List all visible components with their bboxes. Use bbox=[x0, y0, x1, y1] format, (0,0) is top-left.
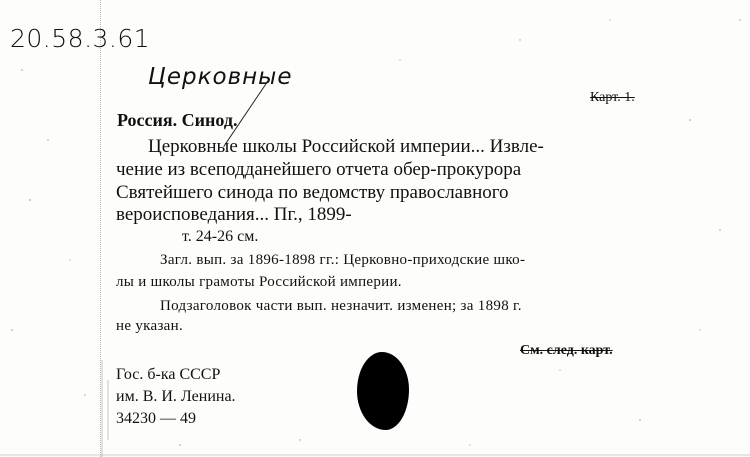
title-line-1: Церковные школы Российской империи... Извле- bbox=[148, 136, 544, 157]
library-stamp-line-1: Гос. б-ка СССР bbox=[116, 366, 221, 383]
title-line-2: чение из всеподданейшего отчета обер-прокурора bbox=[116, 159, 522, 180]
handwritten-subject: Церковные bbox=[148, 64, 293, 90]
ink-blot-punch-hole bbox=[357, 352, 409, 430]
binding-edge bbox=[100, 0, 107, 457]
main-heading: Россия. Синод. bbox=[117, 110, 238, 130]
note-line-4: не указан. bbox=[116, 318, 184, 334]
note-line-2: лы и школы грамоты Российской империи. bbox=[116, 274, 402, 290]
library-stamp-line-2: им. В. И. Ленина. bbox=[116, 388, 236, 405]
card-number: Карт. 1. bbox=[590, 90, 635, 105]
note-line-1: Загл. вып. за 1896-1898 гг.: Церковно-приходские шко- bbox=[160, 252, 526, 268]
accession-number: 20.58.3.61 bbox=[10, 24, 151, 53]
title-line-4: вероисповедания... Пг., 1899- bbox=[116, 204, 352, 225]
library-stamp-line-3: 34230 — 49 bbox=[116, 410, 196, 427]
note-line-3: Подзаголовок части вып. незначит. изменен; за 1898 г. bbox=[160, 298, 522, 314]
title-line-3: Святейшего синода по ведомству православного bbox=[116, 182, 509, 203]
physical-description: т. 24-26 см. bbox=[182, 228, 259, 245]
see-also-note: См. след. карт. bbox=[520, 343, 613, 358]
